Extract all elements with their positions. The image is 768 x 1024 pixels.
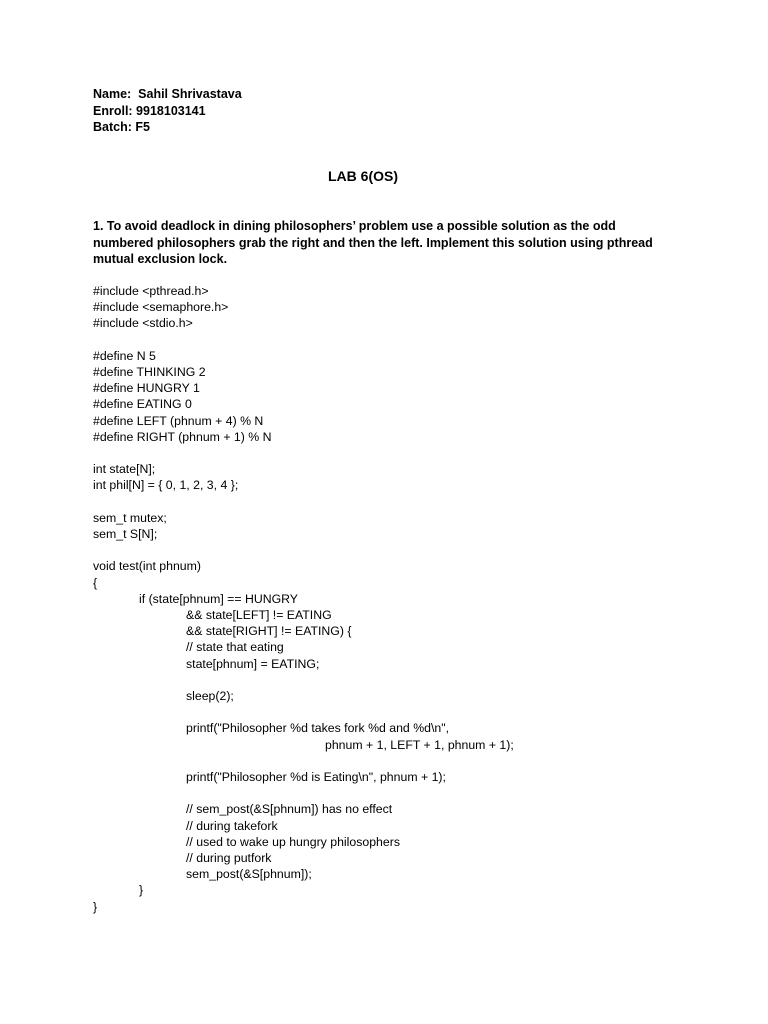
code-line: } (139, 883, 144, 898)
code-line: #include <pthread.h> (93, 284, 209, 298)
code-line (93, 494, 733, 510)
student-name: Name: Sahil Shrivastava (93, 87, 242, 101)
code-line: phnum + 1, LEFT + 1, phnum + 1); (325, 737, 514, 752)
code-line: printf("Philosopher %d is Eating\n", phnum + 1); (186, 769, 446, 784)
code-line: sem_t mutex; (93, 510, 167, 525)
code-line: sleep(2); (186, 689, 234, 703)
code-line (93, 672, 733, 688)
code-line (93, 704, 733, 720)
code-line: // state that eating (186, 640, 284, 655)
student-info (93, 86, 242, 136)
code-line: state[phnum] = EATING; (186, 656, 320, 671)
batch: Batch: F5 (93, 120, 150, 134)
code-line: { (93, 575, 98, 590)
code-line: sem_t S[N]; (93, 527, 158, 541)
code-line: #define LEFT (phnum + 4) % N (93, 413, 264, 428)
code-line: sem_post(&S[phnum]); (186, 867, 312, 882)
code-line (93, 785, 733, 801)
page-title: LAB 6(OS) (328, 168, 398, 184)
code-line (93, 753, 733, 769)
code-line: // during putfork (186, 850, 272, 865)
code-line: #include <stdio.h> (93, 316, 193, 331)
code-line: int state[N]; (93, 462, 156, 477)
code-line: int phil[N] = { 0, 1, 2, 3, 4 }; (93, 478, 239, 493)
code-line: // sem_post(&S[phnum]) has no effect (186, 802, 393, 817)
code-line: // used to wake up hungry philosophers (186, 834, 400, 849)
code-line (93, 332, 733, 348)
code-line: } (93, 899, 98, 914)
code-line: && state[LEFT] != EATING (186, 608, 332, 622)
code-line: void test(int phnum) (93, 559, 201, 574)
code-line (93, 542, 733, 558)
code-line: printf("Philosopher %d takes fork %d and %d\n", (186, 721, 450, 736)
code-line: #define RIGHT (phnum + 1) % N (93, 429, 272, 444)
code-line: #define EATING 0 (93, 397, 192, 412)
code-line: #define N 5 (93, 348, 156, 363)
enrollment-number: Enroll: 9918103141 (93, 103, 206, 118)
code-block (93, 283, 733, 915)
code-line: // during takefork (186, 818, 278, 833)
code-line: #include <semaphore.h> (93, 300, 229, 315)
question-text: 1. To avoid deadlock in dining philosophers’ problem use a possible solution as the odd numbered philosophers grab the right and then the left. Implement this solution using pthread mutual exclusion lock. (93, 219, 653, 266)
code-line: if (state[phnum] == HUNGRY (139, 591, 299, 606)
code-line: #define HUNGRY 1 (93, 381, 200, 396)
code-line: && state[RIGHT] != EATING) { (186, 624, 352, 639)
code-line: #define THINKING 2 (93, 365, 206, 379)
code-line (93, 445, 733, 461)
